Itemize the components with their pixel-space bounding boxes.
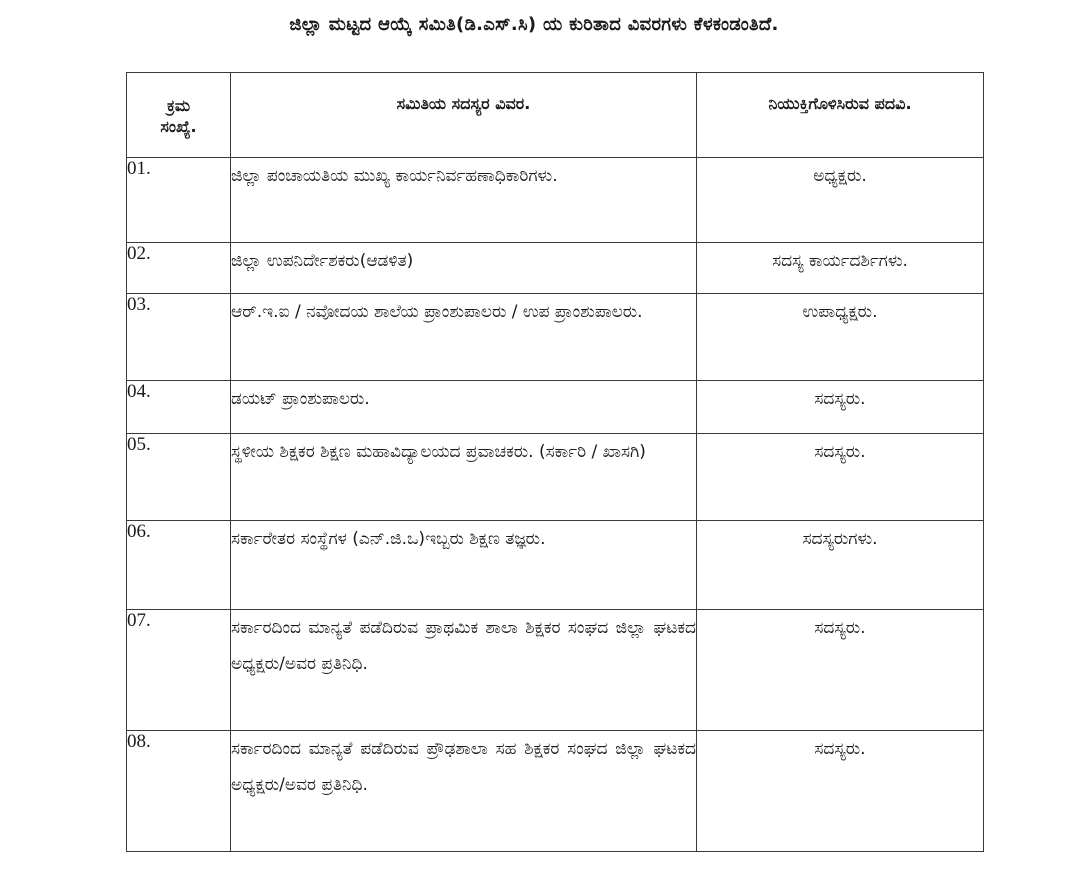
row-member-details: ಸರ್ಕಾರದಿಂದ ಮಾನ್ಯತೆ ಪಡೆದಿರುವ ಪ್ರೌಢಶಾಲಾ ಸಹ ಶಿಕ್ಷಕರ ಸಂಘದ ಜಿಲ್ಲಾ ಘಟಕದ ಅಧ್ಯಕ್ಷರು/ಅವರ ಪ್ರತಿನಿಧಿ.: [231, 731, 697, 852]
row-serial-number: 02.: [127, 243, 231, 294]
committee-table: [126, 72, 984, 852]
row-designation: ಸದಸ್ಯರು.: [697, 610, 984, 731]
header-serial-line1: ಕ್ರಮ: [166, 96, 191, 115]
document-title: ಜಿಲ್ಲಾ ಮಟ್ಟದ ಆಯ್ಕೆ ಸಮಿತಿ(ಡಿ.ಎಸ್.ಸಿ) ಯ ಕುರಿತಾದ ವಿವರಗಳು ಕೆಳಕಂಡಂತಿದೆ.: [289, 14, 779, 35]
row-member-details: ಸರ್ಕಾರದಿಂದ ಮಾನ್ಯತೆ ಪಡೆದಿರುವ ಪ್ರಾಥಮಿಕ ಶಾಲಾ ಶಿಕ್ಷಕರ ಸಂಘದ ಜಿಲ್ಲಾ ಘಟಕದ ಅಧ್ಯಕ್ಷರು/ಅವರ ಪ್ರತಿನಿಧಿ.: [231, 610, 697, 731]
row-serial-number: 08.: [127, 731, 231, 852]
row-designation: ಉಪಾಧ್ಯಕ್ಷರು.: [697, 294, 984, 381]
header-designation: [697, 73, 984, 158]
row-member-details: ಡಯಟ್ ಪ್ರಾಂಶುಪಾಲರು.: [231, 381, 697, 434]
table-header-row: [127, 73, 984, 158]
header-serial-line2: ಸಂಖ್ಯೆ.: [160, 117, 197, 136]
row-designation: ಸದಸ್ಯರು.: [697, 381, 984, 434]
row-designation: ಸದಸ್ಯರುಗಳು.: [697, 521, 984, 610]
table-row: [127, 381, 984, 434]
row-member-details: ಸರ್ಕಾರೇತರ ಸಂಸ್ಥೆಗಳ (ಎನ್.ಜಿ.ಒ)ಇಬ್ಬರು ಶಿಕ್ಷಣ ತಜ್ಞರು.: [231, 521, 697, 610]
table-row: [127, 521, 984, 610]
row-designation: ಅಧ್ಯಕ್ಷರು.: [697, 158, 984, 243]
header-serial-number: [127, 73, 231, 158]
row-serial-number: 05.: [127, 434, 231, 521]
header-member-label: ಸಮಿತಿಯ ಸದಸ್ಯರ ವಿವರ.: [396, 94, 531, 113]
row-serial-number: 03.: [127, 294, 231, 381]
table-row: [127, 158, 984, 243]
table-row: [127, 610, 984, 731]
row-designation: ಸದಸ್ಯರು.: [697, 434, 984, 521]
table-row: [127, 243, 984, 294]
row-serial-number: 07.: [127, 610, 231, 731]
row-serial-number: 04.: [127, 381, 231, 434]
row-serial-number: 01.: [127, 158, 231, 243]
table-row: [127, 731, 984, 852]
header-member-details: [231, 73, 697, 158]
row-member-details: ಜಿಲ್ಲಾ ಉಪನಿರ್ದೇಶಕರು(ಆಡಳಿತ): [231, 243, 697, 294]
row-serial-number: 06.: [127, 521, 231, 610]
header-designation-label: ನಿಯುಕ್ತಿಗೊಳಿಸಿರುವ ಪದವಿ.: [768, 94, 912, 113]
row-member-details: ಆರ್.ಇ.ಐ / ನವೋದಯ ಶಾಲೆಯ ಪ್ರಾಂಶುಪಾಲರು / ಉಪ ಪ್ರಾಂಶುಪಾಲರು.: [231, 294, 697, 381]
row-designation: ಸದಸ್ಯ ಕಾರ್ಯದರ್ಶಿಗಳು.: [697, 243, 984, 294]
table-row: [127, 294, 984, 381]
row-member-details: ಸ್ಥಳೀಯ ಶಿಕ್ಷಕರ ಶಿಕ್ಷಣ ಮಹಾವಿದ್ಯಾಲಯದ ಪ್ರವಾಚಕರು. (ಸರ್ಕಾರಿ / ಖಾಸಗಿ): [231, 434, 697, 521]
table-row: [127, 434, 984, 521]
row-designation: ಸದಸ್ಯರು.: [697, 731, 984, 852]
row-member-details: ಜಿಲ್ಲಾ ಪಂಚಾಯತಿಯ ಮುಖ್ಯ ಕಾರ್ಯನಿರ್ವಹಣಾಧಿಕಾರಿಗಳು.: [231, 158, 697, 243]
